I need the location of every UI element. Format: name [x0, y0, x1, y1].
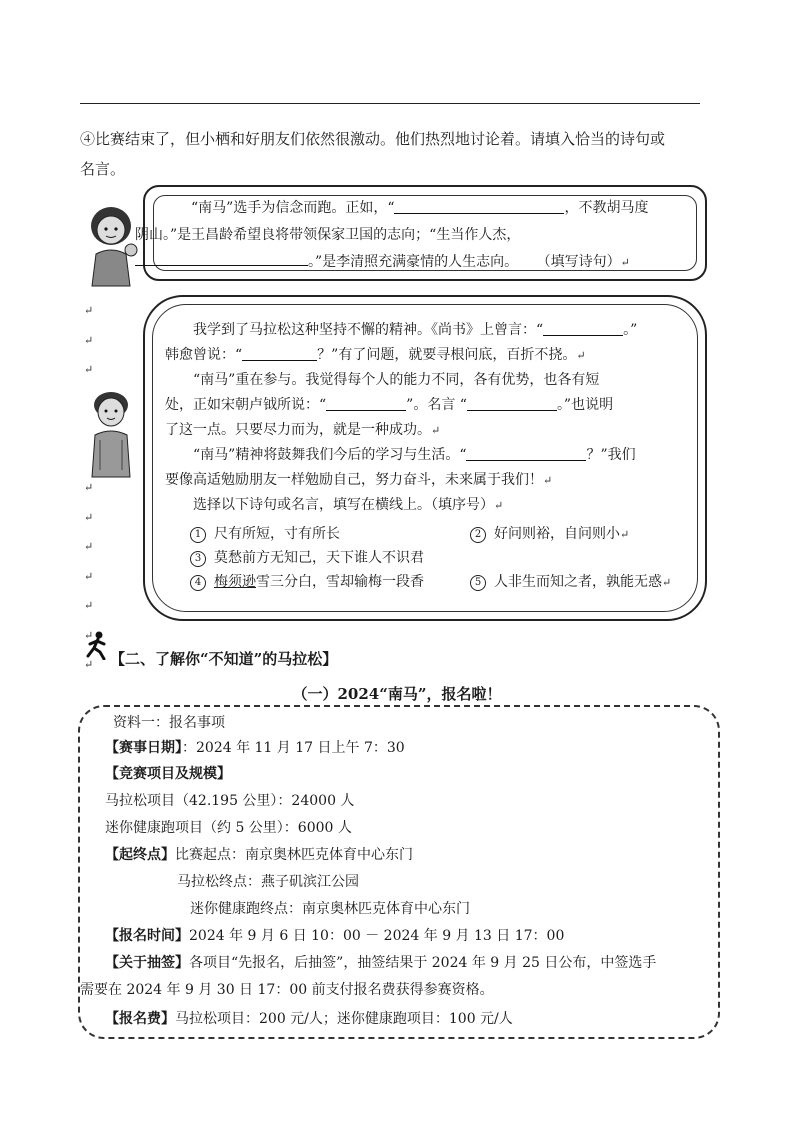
answer-blank[interactable] [242, 346, 317, 361]
return-markers: ↵ ↵ ↵ ↵ ↵ ↵ ↵ ↵ ↵ ↵ [84, 304, 94, 671]
option-4: 4 梅须逊雪三分白，雪却输梅一段香 [190, 571, 424, 591]
answer-blank[interactable] [543, 321, 623, 336]
section-2-title: 【二、了解你“不知道”的马拉松】 [110, 650, 338, 668]
section-2-subtitle: （一）2024“南马”，报名啦！ [292, 685, 502, 703]
bubble-2-text: 我学到了马拉松这种坚持不懈的精神。《尚书》上曾言：“ 。” 韩愈曾说：“ ？”有了问题，就要寻根问底，百折不挠。↵ “南马”重在参与。我觉得每个人的能力不同，各有优势，也各有短 处，正如宋朝卢钺所说：“ ”。名言 “ 。”也说明 了这一点。只要尽力而为，就是一种成功。↵ “南马”精神将鼓舞我们今后的学习与生活。“ ？”我们 要像高适勉励朋友一样勉励自己，努力奋斗，未来属于我们！↵ 选择以下诗句或名言，填写在横线上。（填序号）↵ [165, 322, 638, 513]
option-1: 1 尺有所短，寸有所长 [190, 523, 340, 543]
lottery-info: 【关于抽签】各项目“先报名，后抽签”，抽签结果于 2024 年 9 月 25 日公布，中签选手 [105, 955, 657, 971]
question-4-line-2: 名言。 [80, 160, 126, 178]
top-rule [80, 103, 700, 104]
runner-icon [84, 630, 108, 660]
answer-blank[interactable] [394, 199, 564, 214]
registration-fee: 【报名费】马拉松项目：200 元/人；迷你健康跑项目：100 元/人 [105, 1011, 513, 1027]
answer-blank[interactable] [466, 446, 586, 461]
answer-blank[interactable] [326, 396, 406, 411]
bubble-1-text: “南马”选手为信念而跑。正如，“ ，不教胡马度 阴山。”是王昌龄希望良将带领保家卫国的志向；“生当作人杰， 。”是李清照充满豪情的人生志向。 （填写诗句）↵ [135, 200, 649, 270]
answer-blank[interactable] [135, 251, 308, 266]
question-4-line-1: ④比赛结束了，但小栖和好朋友们依然很激动。他们热烈地讨论着。请填入恰当的诗句或 [80, 130, 666, 148]
option-3: 3 莫愁前方无知己，天下谁人不识君 [190, 547, 424, 567]
registration-time: 【报名时间】2024 年 9 月 6 日 10：00 － 2024 年 9 月 13 日 17：00 [105, 928, 565, 944]
lottery-info-2: 需要在 2024 年 9 月 30 日 17：00 前支付报名费获得参赛资格。 [80, 982, 494, 998]
marathon-finish: 马拉松终点：燕子矶滨江公园 [177, 874, 359, 890]
option-5: 5 人非生而知之者，孰能无惑↵ [470, 571, 671, 591]
race-date: 【赛事日期】：2024 年 11 月 17 日上午 7：30 [105, 740, 405, 756]
material-heading: 资料一：报名事项 [113, 715, 225, 731]
boy-illustration [80, 385, 142, 480]
scale-heading: 【竞赛项目及规模】 [105, 766, 231, 782]
mini-run-scale: 迷你健康跑项目（约 5 公里）：6000 人 [105, 820, 352, 836]
mini-run-finish: 迷你健康跑终点：南京奥林匹克体育中心东门 [190, 901, 470, 917]
marathon-scale: 马拉松项目（42.195 公里）：24000 人 [105, 793, 355, 809]
fill-hint: （填写诗句） [536, 254, 621, 270]
question-4 [80, 124, 710, 184]
option-2: 2 好问则裕，自问则小↵ [470, 523, 629, 543]
girl-illustration [76, 200, 146, 290]
start-point: 【起终点】比赛起点：南京奥林匹克体育中心东门 [105, 847, 413, 863]
answer-blank[interactable] [467, 396, 557, 411]
